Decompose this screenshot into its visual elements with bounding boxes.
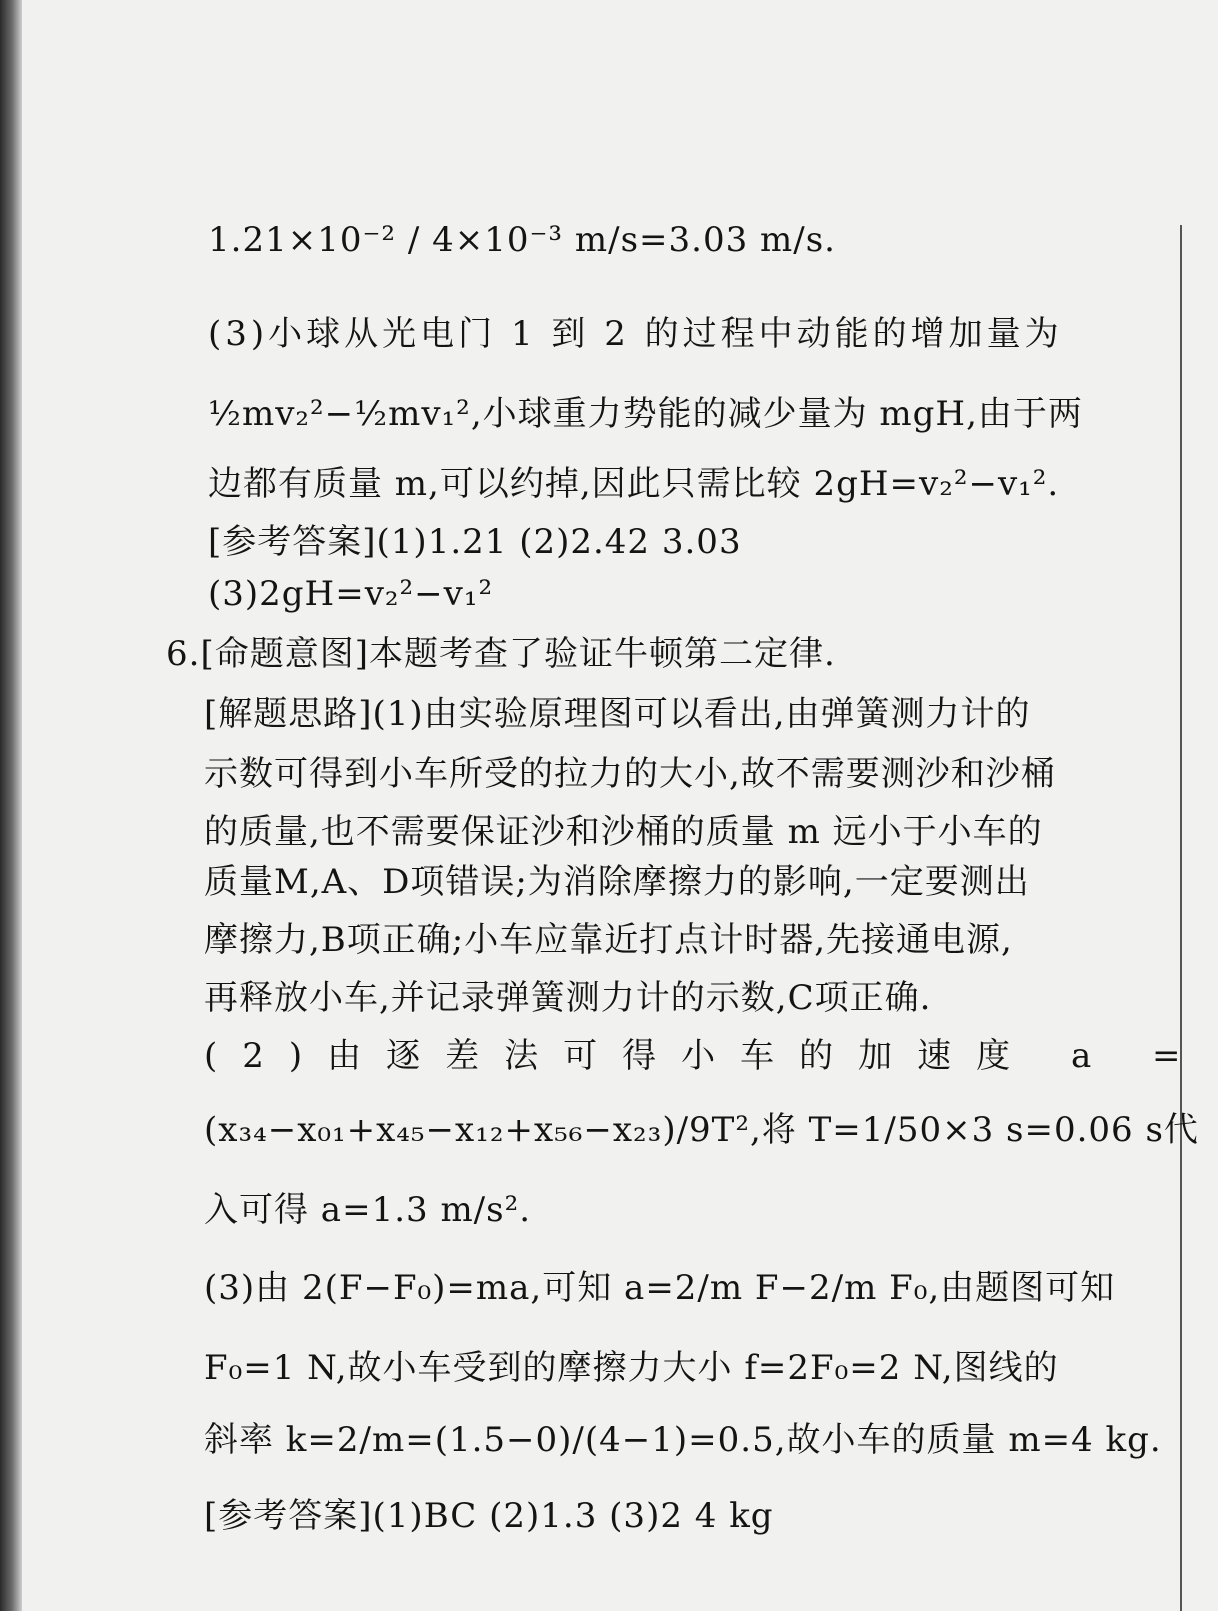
- text-line-12: 摩擦力,B项正确;小车应靠近打点计时器,先接通电源,: [204, 920, 1013, 960]
- page-edge-shadow: [0, 0, 22, 1611]
- text-line-8: [解题思路](1)由实验原理图可以看出,由弹簧测力计的: [204, 694, 1031, 734]
- text-line-13: 再释放小车,并记录弹簧测力计的示数,C项正确.: [204, 978, 932, 1018]
- text-line-10: 的质量,也不需要保证沙和沙桶的质量 m 远小于小车的: [204, 812, 1043, 852]
- text-line-15: (x₃₄−x₀₁+x₄₅−x₁₂+x₅₆−x₂₃)/9T²,将 T=1/50×3 s=0.06 s代: [204, 1110, 1199, 1150]
- text-line-18: F₀=1 N,故小车受到的摩擦力大小 f=2F₀=2 N,图线的: [204, 1348, 1059, 1388]
- text-line-14: (2)由逐差法可得小车的加速度 a =: [204, 1036, 1206, 1076]
- answer-line-6: (3)2gH=v₂²−v₁²: [208, 574, 494, 614]
- text-line-3: ½mv₂²−½mv₁²,小球重力势能的减少量为 mgH,由于两: [208, 394, 1083, 434]
- text-line-1: 1.21×10⁻² / 4×10⁻³ m/s=3.03 m/s.: [208, 220, 836, 260]
- text-line-4: 边都有质量 m,可以约掉,因此只需比较 2gH=v₂²−v₁².: [208, 464, 1060, 504]
- answer-line-20: [参考答案](1)BC (2)1.3 (3)2 4 kg: [204, 1496, 774, 1536]
- right-margin-rule: [1180, 225, 1182, 1611]
- text-line-11: 质量M,A、D项错误;为消除摩擦力的影响,一定要测出: [204, 862, 1030, 902]
- text-line-16: 入可得 a=1.3 m/s².: [204, 1190, 532, 1230]
- question-6-header: 6.[命题意图]本题考查了验证牛顿第二定律.: [166, 634, 836, 674]
- text-line-2: (3)小球从光电门 1 到 2 的过程中动能的增加量为: [208, 314, 1063, 354]
- text-line-9: 示数可得到小车所受的拉力的大小,故不需要测沙和沙桶: [204, 754, 1056, 794]
- answer-line-5: [参考答案](1)1.21 (2)2.42 3.03: [208, 522, 742, 562]
- text-line-17: (3)由 2(F−F₀)=ma,可知 a=2/m F−2/m F₀,由题图可知: [204, 1268, 1116, 1308]
- text-line-19: 斜率 k=2/m=(1.5−0)/(4−1)=0.5,故小车的质量 m=4 kg.: [204, 1420, 1162, 1460]
